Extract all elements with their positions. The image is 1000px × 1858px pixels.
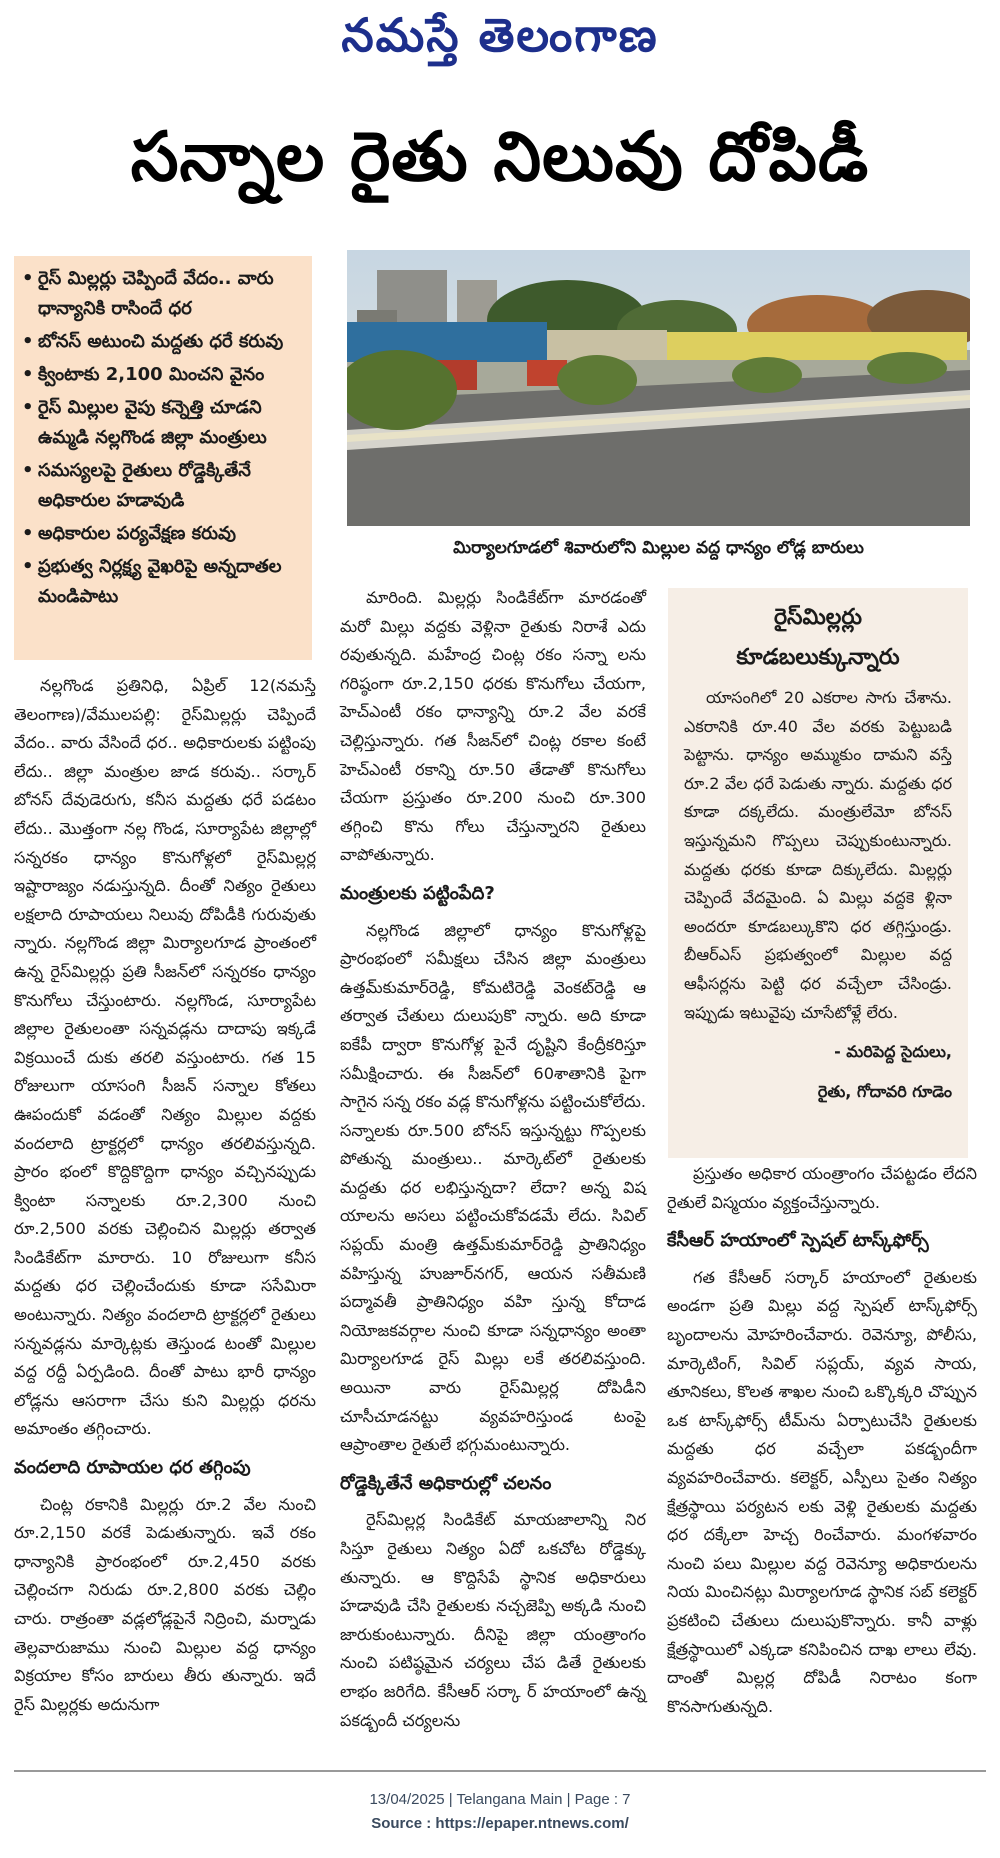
subheading: కేసీఆర్ హయాంలో స్పెషల్ టాస్క్‌ఫోర్స్: [667, 1230, 929, 1252]
subheading: మంత్రులకు పట్టింపేది?: [340, 882, 495, 904]
page-footer: [0, 1788, 1000, 1836]
bullet-icon: •: [22, 331, 34, 352]
bullet-icon: •: [22, 523, 34, 544]
photo-caption: మిర్యాలగూడలో శివారులోని మిల్లుల వద్ద ధాన్యం లోడ్ల బారులు: [453, 538, 864, 558]
sidebox-title-line1: రైస్‌మిల్లర్లు: [773, 605, 863, 630]
masthead-logo: నమస్తే తెలంగాణ: [341, 8, 659, 62]
footer-divider: [14, 1770, 986, 1772]
article-column-1: [14, 672, 316, 1723]
bullet-icon: •: [22, 556, 34, 577]
bullet-icon: •: [22, 397, 34, 418]
paragraph: మారింది. మిల్లర్లు సిండికేట్‌గా మారడంతో మరో మిల్లు వద్దకు వెళ్లినా రైతుకు నిరాశే ఎదు రవుతున్నది. మహేంద్ర చింట్ల రకం సన్నా లను గరిష్ఠంగా రూ.2,150 ధరకు కొనుగోలు చేయగా, హెచ్ఎంటీ రకం ధాన్యాన్ని రూ.2 వేల వరకే చెల్లిస్తున్నారు. గత సీజన్‌లో చింట్ల రకాల కంటే హెచ్ఎంటీ రకాన్ని రూ.50 తేడాతో కొనుగోలు చేయగా ప్రస్తుతం రూ.200 నుంచి రూ.300 తగ్గించి కొను గోలు చేస్తున్నారని రైతులు వాపోతున్నారు.: [340, 588, 646, 865]
article-column-2: [340, 584, 646, 1739]
paragraph: రైస్‌మిల్లర్ల సిండికేట్ మాయజాలాన్ని నిర సిస్తూ రైతులు నిత్యం ఏదో ఒకచోట రోడ్డెక్కు తున్నారు. ఆ కొద్దిసేపే స్థానిక అధికారులు హడావుడి చేసి రైతులకు నచ్చజెప్పి అక్కడి నుంచి జారుకుంటున్నారు. దీనిపై జిల్లా యంత్రాంగం నుంచి పటిష్ఠమైన చర్యలు చేప డితే రైతులకు లాభం జరిగేది. కేసీఆర్ సర్కా ర్ హయాంలో ఉన్న పకడ్బందీ చర్యలను: [340, 1510, 646, 1730]
footer-source-link[interactable]: Source : https://epaper.ntnews.com/: [371, 1815, 629, 1832]
highlight-item: • రైస్ మిల్లుల వైపు కన్నెత్తి చూడని ఉమ్మడి నల్లగొండ జిల్లా మంత్రులు: [20, 393, 304, 453]
sidebox-signature-name: - మరిపెద్ద సైదులు,: [834, 1042, 952, 1062]
paragraph: నల్లగొండ జిల్లాలో ధాన్యం కొనుగోళ్లపై ప్రారంభంలో సమీక్షలు చేసిన జిల్లా మంత్రులు ఉత్తమ్‌కుమార్‌రెడ్డి, కోమటిరెడ్డి వెంకట్‌రెడ్డి ఆ తర్వాత చేతులు దులుపుకొ న్నారు. అది కూడా ఐకేపీ ద్వారా కొనుగోళ్ల పైనే దృష్టిని కేంద్రీకరిస్తూ సమీక్షించారు. ఈ సీజన్‌లో 60శాతానికి పైగా సాగైన సన్న రకం వడ్ల కొనుగోళ్లను పట్టించుకోలేదు. సన్నాలకు రూ.500 బోనస్ ఇస్తున్నట్టు గొప్పలకు పోతున్న మంత్రులు.. మార్కెట్‌లో రైతులకు మద్దతు ధర లభిస్తున్నదా? లేదా? అన్న విష యాలను అసలు పట్టించుకోవడమే లేదు. సివిల్ సప్లయ్ మంత్రి ఉత్తమ్‌కుమార్‌రెడ్డి ప్రాతినిధ్యం వహిస్తున్న హుజూర్‌నగర్, ఆయన సతీమణి పద్మావతీ ప్రాతినిధ్యం వహి స్తున్న కోదాడ నియోజకవర్గాల నుంచి కూడా సన్నధాన్యం అంతా మిర్యాలగూడ రైస్ మిల్లు లకే తరలివస్తుంది. అయినా వారు రైస్‌మిల్లర్ల దోపిడీని చూసీచూడనట్టు వ్యవహరిస్తుండ టంపై ఆప్రాంతాల రైతులే భగ్గుమంటున్నారు.: [340, 920, 646, 1455]
sidebox-body: యాసంగిలో 20 ఎకరాల సాగు చేశాను. ఎకరానికి రూ.40 వేల వరకు పెట్టుబడి పెట్టాను. ధాన్యం అమ్ముకుం దామని వస్తే రూ.2 వేల ధరే పెడుతు న్నారు. మద్దతు ధర కూడా దక్కలేదు. మంత్రులేమో బోనస్ ఇస్తున్నమని గొప్పలు చెప్పుకుంటున్నారు. మద్దతు ధరకు కూడా దిక్కులేదు. మిల్లర్లు చెప్పిందే వేదమైంది. ఏ మిల్లు వద్దకె ళ్లినా అందరూ కూడబల్కుకొని ధర తగ్గిస్తుండ్రు. బీఆర్ఎస్ ప్రభుత్వంలో మిల్లుల వద్ద ఆఫీసర్లను పెట్టి ధర వచ్చేలా చేసిండ్రు. ఇప్పుడు ఇటువైపు చూసేటోళ్లే లేరు.: [684, 688, 952, 1022]
bullet-icon: •: [22, 268, 34, 289]
paragraph: చింట్ల రకానికి మిల్లర్లు రూ.2 వేల నుంచి రూ.2,150 వరకే పెడుతున్నారు. ఇవే రకం ధాన్యానికి ప్రారంభంలో రూ.2,450 వరకు చెల్లించగా నిరుడు రూ.2,800 వరకు చెల్లిం చారు. రాత్రంతా వడ్లలోడ్లపైనే నిద్రించి, మర్నాడు తెల్లవారుజాము నుంచి మిల్లుల వద్ద ధాన్యం విక్రయాల కోసం బారులు తీరు తున్నారు. ఇదే రైస్ మిల్లర్లకు అదునుగా: [14, 1494, 316, 1714]
bullet-icon: •: [22, 364, 34, 385]
highlight-item: • ప్రభుత్వ నిర్లక్ష్య వైఖరిపై అన్నదాతల మండిపాటు: [20, 552, 304, 612]
subheading: వందలాది రూపాయల ధర తగ్గింపు: [14, 1457, 251, 1479]
sidebox-signature-place: రైతు, గోదావరి గూడెం: [817, 1082, 952, 1102]
headline: సన్నాల రైతు నిలువు దోపిడీ: [130, 118, 870, 197]
farmer-quote-box: [668, 588, 968, 1158]
article-column-3: [667, 1160, 977, 1725]
paragraph: గత కేసీఆర్ సర్కార్ హయాంలో రైతులకు అండగా ప్రతి మిల్లు వద్ద స్పెషల్ టాస్క్‌ఫోర్స్ బృందాలను మోహరించేవారు. రెవెన్యూ, పోలీసు, మార్కెటింగ్, సివిల్ సప్లయ్, వ్యవ సాయ, తూనికలు, కొలత శాఖల నుంచి ఒక్కొక్కరి చొప్పున ఒక టాస్క్‌ఫోర్స్ టీమ్‌ను ఏర్పాటుచేసి రైతులకు మద్దతు ధర వచ్చేలా పకడ్బందీగా వ్యవహరించేవారు. కలెక్టర్, ఎస్పీలు సైతం నిత్యం క్షేత్రస్థాయి పర్యటన లకు వెళ్లి రైతులకు మద్దతు ధర దక్కేలా హెచ్చ రించేవారు. మంగళవారం నుంచి పలు మిల్లుల వద్ద రెవెన్యూ అధికారులను నియ మించినట్లు మిర్యాలగూడ స్థానిక సబ్ కలెక్టర్ ప్రకటించి చేతులు దులుపుకొన్నారు. కానీ వాళ్లు క్షేత్రస్థాయిలో ఎక్కడా కనిపించిన దాఖ లాలు లేవు. దాంతో మిల్లర్ల దోపిడీ నిరాటం కంగా కొనసాగుతున్నది.: [667, 1267, 977, 1716]
subheading: రోడ్డెక్కితేనే అధికారుల్లో చలనం: [340, 1472, 552, 1494]
highlights-list: [20, 264, 304, 612]
sidebox-title-line2: కూడబలుక్కున్నారు: [736, 645, 900, 670]
bullet-icon: •: [22, 460, 34, 481]
highlight-item: • అధికారుల పర్యవేక్షణ కరువు: [20, 519, 304, 549]
tractor-queue-photo: [347, 250, 970, 526]
highlight-item: • క్వింటాకు 2,100 మించని వైనం: [20, 360, 304, 390]
highlights-box: [14, 256, 312, 660]
news-photo: [347, 250, 970, 526]
highlight-item: • రైస్ మిల్లర్లు చెప్పిందే వేదం.. వారు ధాన్యానికి రాసిందే ధర: [20, 264, 304, 324]
footer-date-page: 13/04/2025 | Telangana Main | Page : 7: [369, 1791, 631, 1808]
paragraph: నల్లగొండ ప్రతినిధి, ఏప్రిల్ 12(నమస్తే తెలంగాణ)/వేములపల్లి: రైస్‌మిల్లర్లు చెప్పిందే వేదం.. వారు వేసిందే ధర.. అధికారులకు పట్టింపు లేదు.. జిల్లా మంత్రుల జాడ కరువు.. సర్కార్ బోనస్ దేవుడెరుగు, కనీస మద్దతు ధరే పడటం లేదు.. మొత్తంగా నల్ల గొండ, సూర్యాపేట జిల్లాల్లో సన్నరకం ధాన్యం కొనుగోళ్లలో రైస్‌మిల్లర్ల ఇష్టారాజ్యం నడుస్తున్నది. దీంతో నిత్యం రైతులు లక్షలాది రూపాయలు నిలువు దోపిడీకి గురువుతు న్నారు. నల్లగొండ జిల్లా మిర్యాలగూడ ప్రాంతంలో ఉన్న రైస్‌మిల్లర్లు ప్రతి సీజన్‌లో సన్నరకం ధాన్యం కొనుగోలు చేస్తుంటారు. నల్లగొండ, సూర్యాపేట జిల్లాల రైతులంతా సన్నవడ్లను దాదాపు ఇక్కడే విక్రయించే దుకు తరలి వస్తుంటారు. గత 15 రోజులుగా యాసంగి సీజన్ సన్నాల కోతలు ఊపందుకో వడంతో నిత్యం మిల్లుల వద్దకు వందలాది ట్రాక్టర్లలో ధాన్యం తరలివస్తున్నది. ప్రారం భంలో కొద్దికొద్దిగా ధాన్యం వచ్చినప్పుడు క్వింటా సన్నాలకు రూ.2,300 నుంచి రూ.2,500 వరకు చెల్లించిన మిల్లర్లు తర్వాత సిండికేట్‌గా మారారు. 10 రోజులుగా కనీస మద్దతు ధర చెల్లించేందుకు కూడా ససేమిరా అంటున్నారు. నిత్యం వందలాది ట్రాక్టర్లలో రైతులు సన్నవడ్లను మార్కెట్లకు తెస్తుండ టంతో మిల్లుల వద్ద రద్దీ ఏర్పడింది. దీంతో పాటు భారీ ధాన్యం లోడ్లను ఆసరాగా చేసు కుని మిల్లర్లు ధరను అమాంతం తగ్గించారు.: [14, 676, 316, 1439]
highlight-item: • సమస్యలపై రైతులు రోడ్డెక్కితేనే అధికారుల హడావుడి: [20, 456, 304, 516]
paragraph: ప్రస్తుతం అధికార యంత్రాంగం చేపట్టడం లేదని రైతులే విస్మయం వ్యక్తంచేస్తున్నారు.: [667, 1164, 977, 1212]
highlight-item: • బోనస్ అటుంచి మద్దతు ధరే కరువు: [20, 327, 304, 357]
